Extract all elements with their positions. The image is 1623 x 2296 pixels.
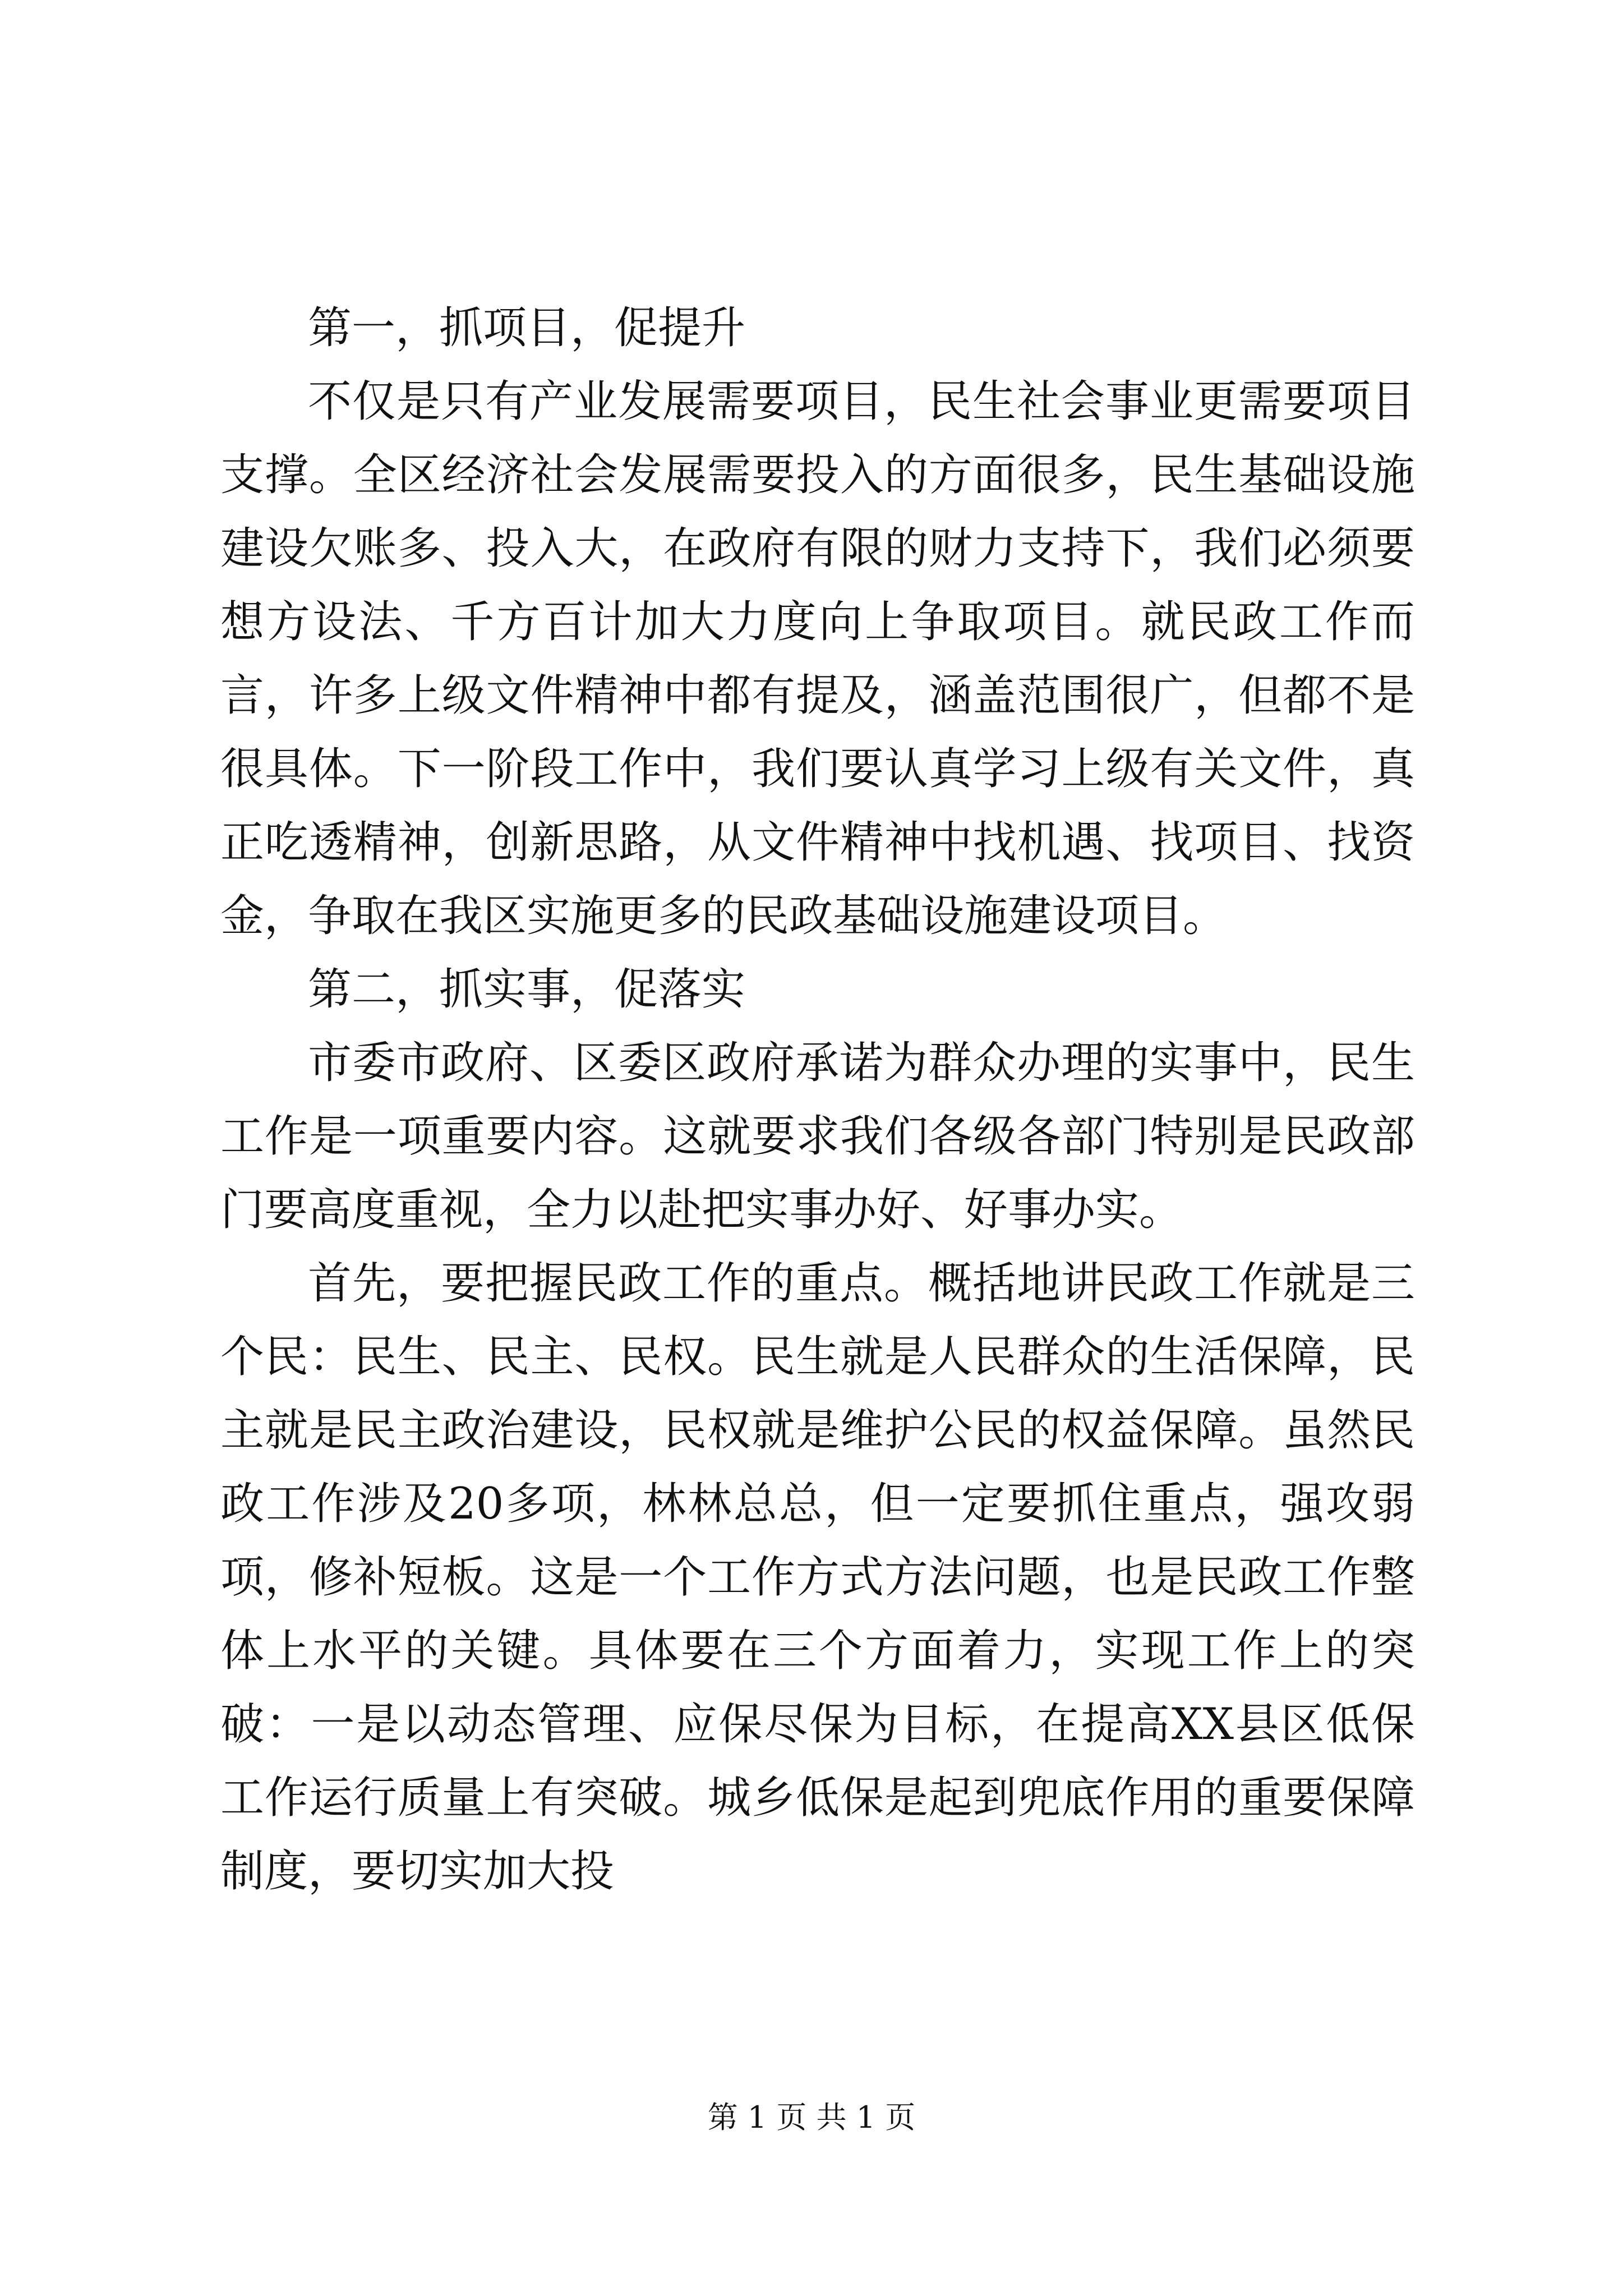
paragraph-1: 不仅是只有产业发展需要项目，民生社会事业更需要项目支撑。全区经济社会发展需要投入的方面很多，民生基础设施建设欠账多、投入大，在政府有限的财力支持下，我们必须要想方设法、千方百计加大力度向上争取项目。就民政工作而言，许多上级文件精神中都有提及，涵盖范围很广，但都不是很具体。下一阶段工作中，我们要认真学习上级有关文件，真正吃透精神，创新思路，从文件精神中找机遇、找项目、找资金，争取在我区实施更多的民政基础设施建设项目。 bbox=[220, 376, 1415, 941]
document-body bbox=[220, 292, 1415, 1908]
paragraph-2: 市委市政府、区委区政府承诺为群众办理的实事中，民生工作是一项重要内容。这就要求我们各级各部门特别是民政部门要高度重视，全力以赴把实事办好、好事办实。 bbox=[220, 1038, 1415, 1235]
paragraph-3: 首先，要把握民政工作的重点。概括地讲民政工作就是三个民：民生、民主、民权。民生就是人民群众的生活保障，民主就是民主政治建设，民权就是维护公民的权益保障。虽然民政工作涉及20多项，林林总总，但一定要抓住重点，强攻弱项，修补短板。这是一个工作方式方法问题，也是民政工作整体上水平的关键。具体要在三个方面着力，实现工作上的突破：一是以动态管理、应保尽保为目标，在提高XX县区低保工作运行质量上有突破。城乡低保是起到兜底作用的重要保障制度，要切实加大投 bbox=[220, 1258, 1415, 1897]
section-heading-1: 第一，抓项目，促提升 bbox=[308, 303, 746, 353]
page-footer: 第 1 页 共 1 页 bbox=[707, 2100, 916, 2135]
section-heading-2: 第二，抓实事，促落实 bbox=[308, 964, 746, 1015]
